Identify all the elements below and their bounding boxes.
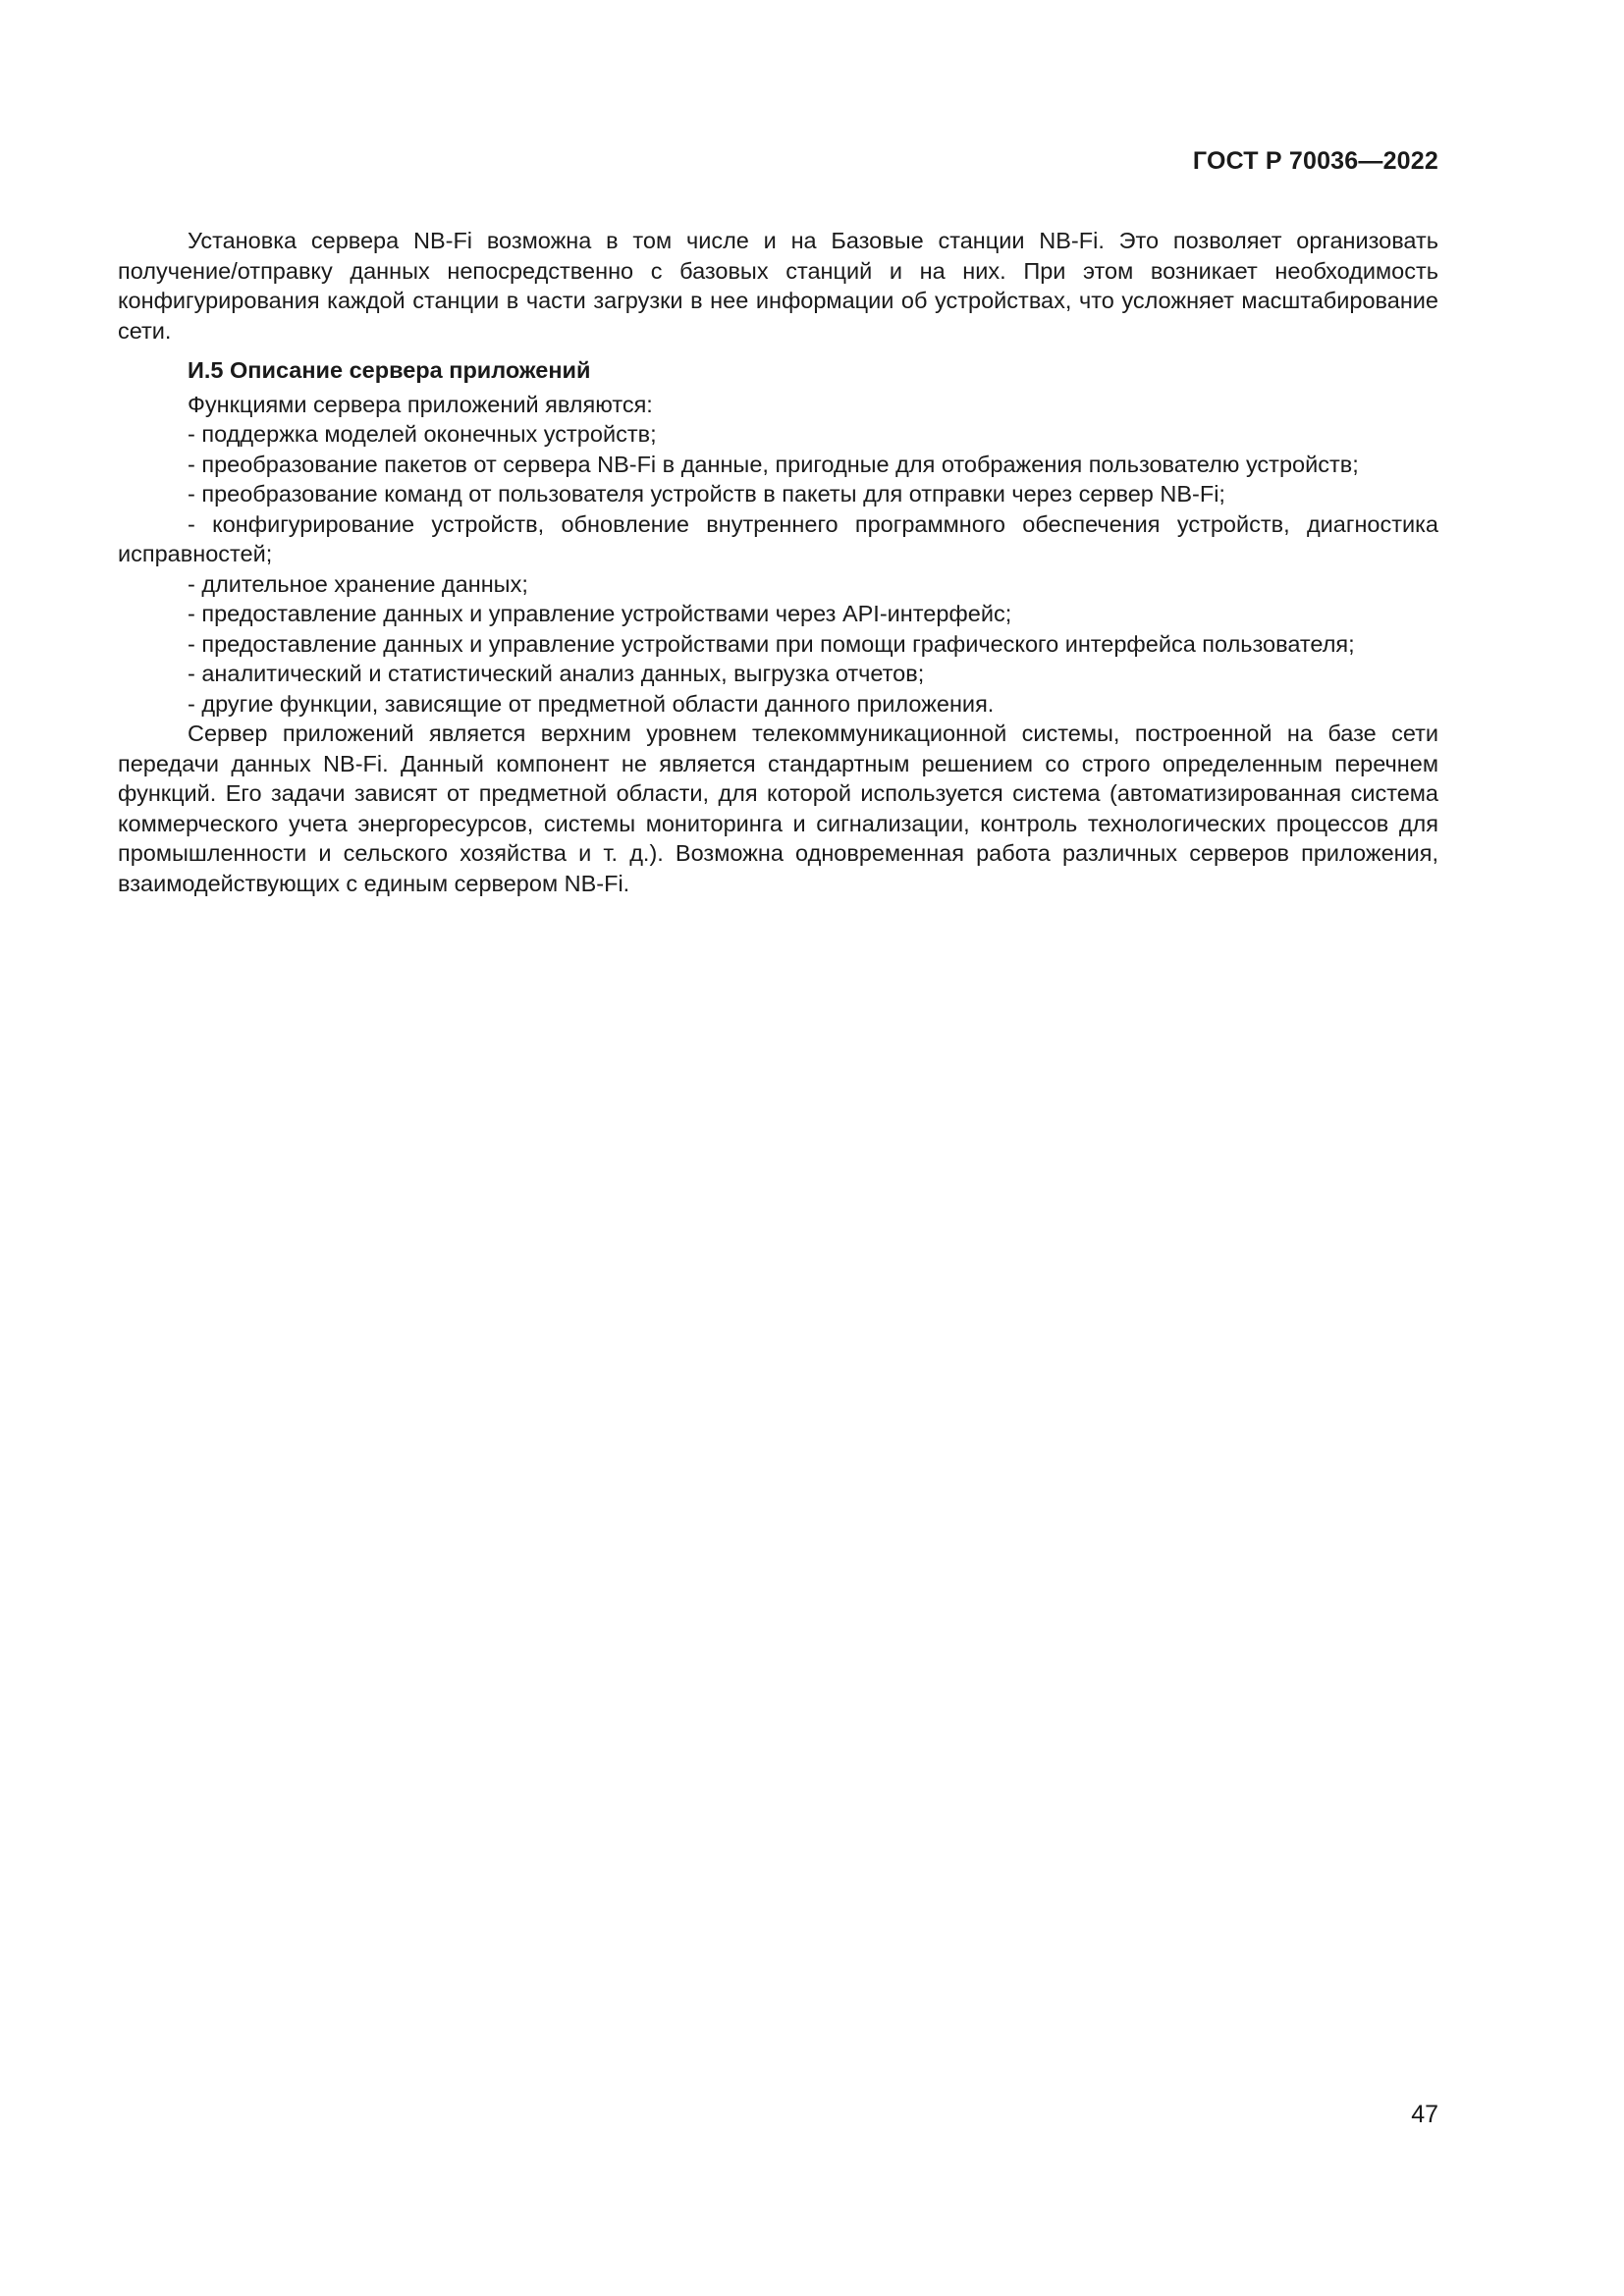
intro-paragraph: Установка сервера NB-Fi возможна в том числе и на Базовые станции NB-Fi. Это позволяет организовать получение/отправку данных непосредственно с базовых станций и на них. При этом возникает необходимость конфигурирования каждой станции в части загрузки в нее информации об устройствах, что усложняет масштабирование сети. [118, 228, 1438, 344]
section-heading: И.5 Описание сервера приложений [188, 357, 591, 383]
page-number: 47 [1411, 2101, 1438, 2128]
document-header: ГОСТ Р 70036—2022 [1192, 147, 1438, 175]
list-item: - предоставление данных и управление устройствами через API-интерфейс; [188, 601, 1012, 626]
document-body [118, 226, 1438, 898]
section-lead: Функциями сервера приложений являются: [188, 391, 653, 417]
list-item: - предоставление данных и управление устройствами при помощи графического интерфейса пользователя; [188, 630, 1355, 657]
list-item: - аналитический и статистический анализ данных, выгрузка отчетов; [188, 661, 925, 686]
list-item: - преобразование пакетов от сервера NB-Fi в данные, пригодные для отображения пользователю устройств; [188, 451, 1359, 477]
list-item: - поддержка моделей оконечных устройств; [188, 421, 657, 447]
closing-paragraph: Сервер приложений является верхним уровнем телекоммуникационной системы, построенной на базе сети передачи данных NB-Fi. Данный компонент не является стандартным решением со строго определенным перечнем функций. Его задачи зависят от предметной области, для которой используется система (автоматизированная система коммерческого учета энергоресурсов, системы мониторинга и сигнализации, контроль технологических процессов для промышленности и сельского хозяйства и т. д.). Возможна одновременная работа различных серверов приложения, взаимодействующих с единым сервером NB-Fi. [118, 721, 1438, 896]
list-item: - конфигурирование устройств, обновление внутреннего программного обеспечения устройств, диагностика исправностей; [118, 510, 1438, 566]
list-item: - другие функции, зависящие от предметной области данного приложения. [188, 690, 995, 717]
list-item: - длительное хранение данных; [188, 570, 528, 597]
list-item: - преобразование команд от пользователя устройств в пакеты для отправки через сервер NB-Fi; [188, 481, 1225, 507]
